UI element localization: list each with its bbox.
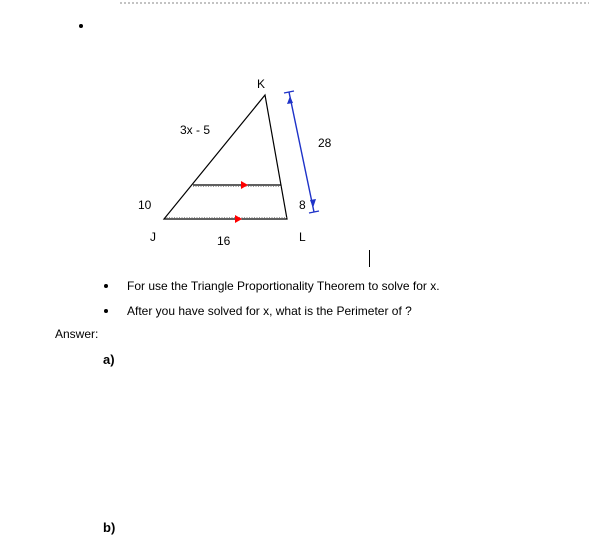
instruction-bullet-2	[104, 309, 108, 313]
vertex-l-label: L	[299, 230, 306, 244]
parallel-marker-lower	[235, 215, 242, 223]
vertex-k-label: K	[257, 77, 266, 91]
triangle-jkl	[164, 95, 287, 219]
lower-right-length: 8	[299, 198, 306, 212]
instruction-2: After you have solved for x, what is the Perimeter of ?	[127, 304, 412, 318]
part-a-label: a)	[103, 352, 115, 367]
instruction-1: For use the Triangle Proportionality Theorem to solve for x.	[127, 279, 440, 293]
answer-label: Answer:	[55, 327, 99, 341]
instruction-bullet-1	[104, 284, 108, 288]
total-right-length: 28	[318, 136, 332, 150]
part-b-label: b)	[103, 520, 116, 535]
dimension-line-kl	[284, 91, 319, 213]
vertex-j-label: J	[150, 230, 156, 244]
parallel-marker-upper	[241, 181, 248, 189]
side-kj-expression: 3x - 5	[180, 123, 211, 137]
bottom-length: 16	[217, 234, 231, 248]
lower-left-length: 10	[138, 198, 152, 212]
text-cursor	[369, 250, 370, 267]
